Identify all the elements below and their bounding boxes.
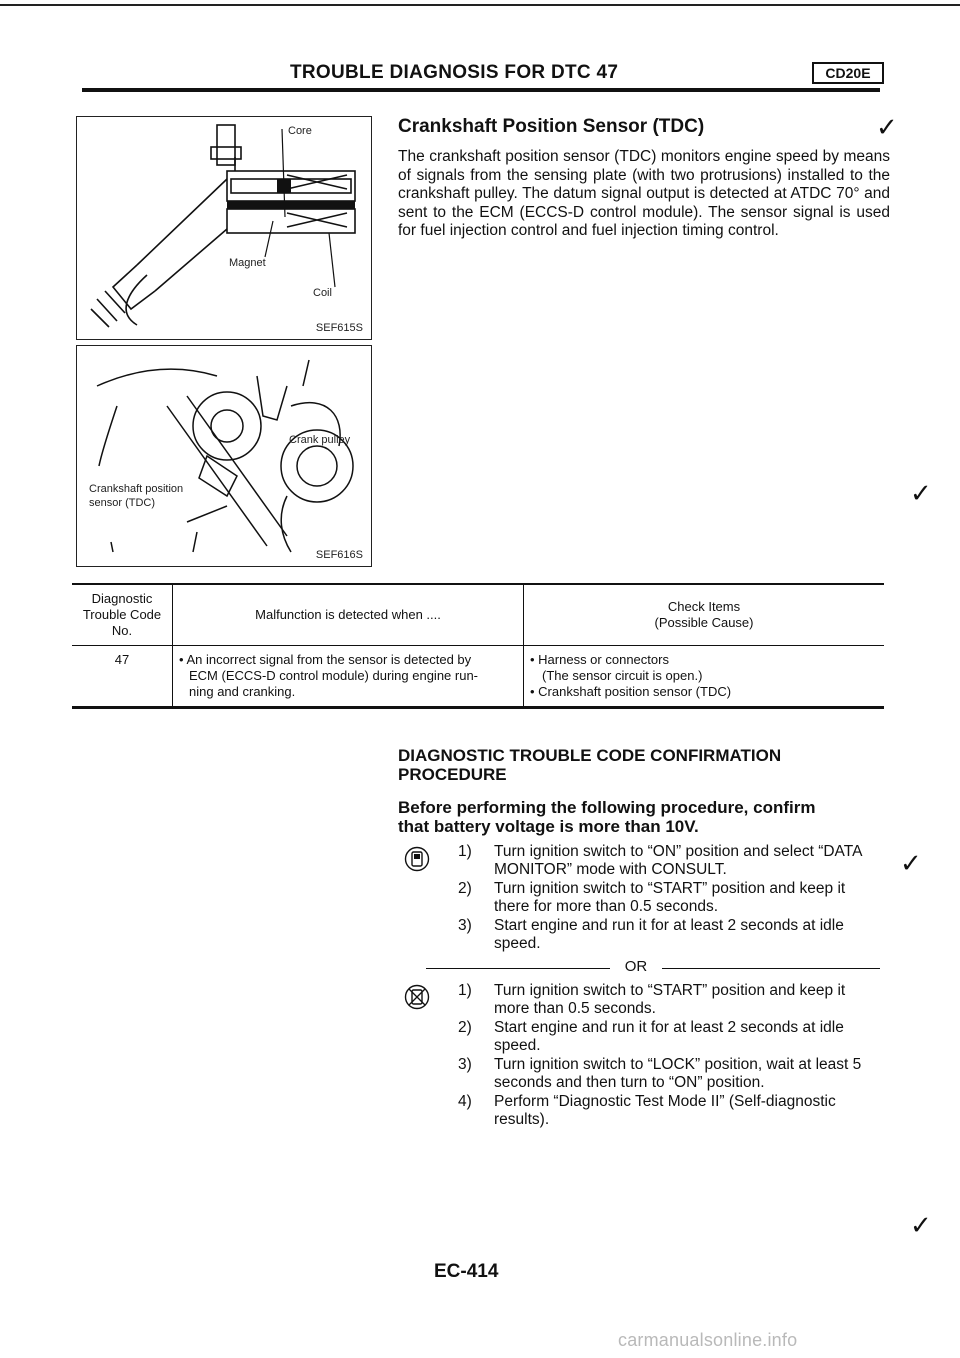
dtc-table <box>72 583 884 709</box>
checkmark-icon: ✓ <box>910 1210 932 1240</box>
sensor-cross-section-drawing <box>77 117 371 339</box>
check-items-cell: • Harness or connectors (The sensor circuit is open.) • Crankshaft position sensor (TDC) <box>524 646 885 708</box>
section-body: The crankshaft position sensor (TDC) monitors engine speed by means of signals from the sensing plate (with two protrusions) installed to the crankshaft pulley. The datum signal output is detected at ATDC 70° and sent to the ECM (ECCS-D control module). The sensor signal is used for fuel injection control and fuel injection timing control. <box>398 148 890 239</box>
sensor-location-figure <box>76 345 372 567</box>
or-label: OR <box>624 958 648 975</box>
consult-steps <box>446 843 882 954</box>
table-header-row <box>72 584 884 646</box>
watermark: carmanualsonline.info <box>618 1330 798 1350</box>
checkmark-icon: ✓ <box>910 478 932 508</box>
checkmark-icon: ✓ <box>900 848 922 878</box>
malfunction-cell: • An incorrect signal from the sensor is detected by ECM (ECCS-D control module) during engine run- ning and cranking. <box>173 646 524 708</box>
crank-pulley-label: Crank pulley <box>289 434 351 446</box>
sensor-location-drawing <box>77 346 371 566</box>
figure-code: SEF615S <box>315 322 363 334</box>
magnet-label: Magnet <box>229 257 266 269</box>
procedure-heading: DIAGNOSTIC TROUBLE CODE CONFIRMATION PROCEDURE <box>398 746 782 784</box>
check-items-column-header: Check Items (Possible Cause) <box>524 584 885 646</box>
malfunction-column-header: Malfunction is detected when .... <box>173 584 524 646</box>
battery-voltage-note: Before performing the following procedure, confirm that battery voltage is more than 10V. <box>398 798 816 836</box>
consult-icon <box>404 846 430 872</box>
list-item: 1) Turn ignition switch to “START” position and keep it more than 0.5 seconds. <box>458 982 846 1017</box>
sensor-cross-section-figure <box>76 116 372 340</box>
sensor-label-line1: Crankshaft position <box>89 483 184 495</box>
table-row <box>72 646 884 708</box>
section-heading: Crankshaft Position Sensor (TDC) <box>398 116 705 137</box>
page-title: TROUBLE DIAGNOSIS FOR DTC 47 <box>290 62 619 83</box>
dtc-code-cell: 47 <box>114 652 130 667</box>
sensor-label-line2: sensor (TDC) <box>89 497 156 509</box>
top-rule <box>0 4 960 6</box>
page-number: EC-414 <box>434 1261 499 1282</box>
list-item: 3) Turn ignition switch to “LOCK” position, wait at least 5 seconds and then turn to “ON” position. <box>458 1056 862 1091</box>
code-column-header: Diagnostic Trouble Code No. <box>82 591 162 638</box>
no-tools-icon <box>404 984 430 1010</box>
list-item: 2) Turn ignition switch to “START” position and keep it there for more than 0.5 seconds. <box>458 880 846 915</box>
list-item: 4) Perform “Diagnostic Test Mode II” (Self-diagnostic results). <box>458 1093 836 1128</box>
or-divider <box>398 958 880 978</box>
list-item: 3) Start engine and run it for at least 2 seconds at idle speed. <box>458 917 844 952</box>
checkmark-icon: ✓ <box>876 112 898 142</box>
model-badge: CD20E <box>812 62 884 84</box>
list-item: 2) Start engine and run it for at least 2 seconds at idle speed. <box>458 1019 844 1054</box>
core-label: Core <box>288 125 312 137</box>
header-rule <box>82 88 880 92</box>
list-item: 1) Turn ignition switch to “ON” position and select “DATA MONITOR” mode with CONSULT. <box>458 843 862 878</box>
no-tools-steps <box>446 982 882 1130</box>
coil-label: Coil <box>313 287 332 299</box>
figure-code: SEF616S <box>315 549 363 561</box>
